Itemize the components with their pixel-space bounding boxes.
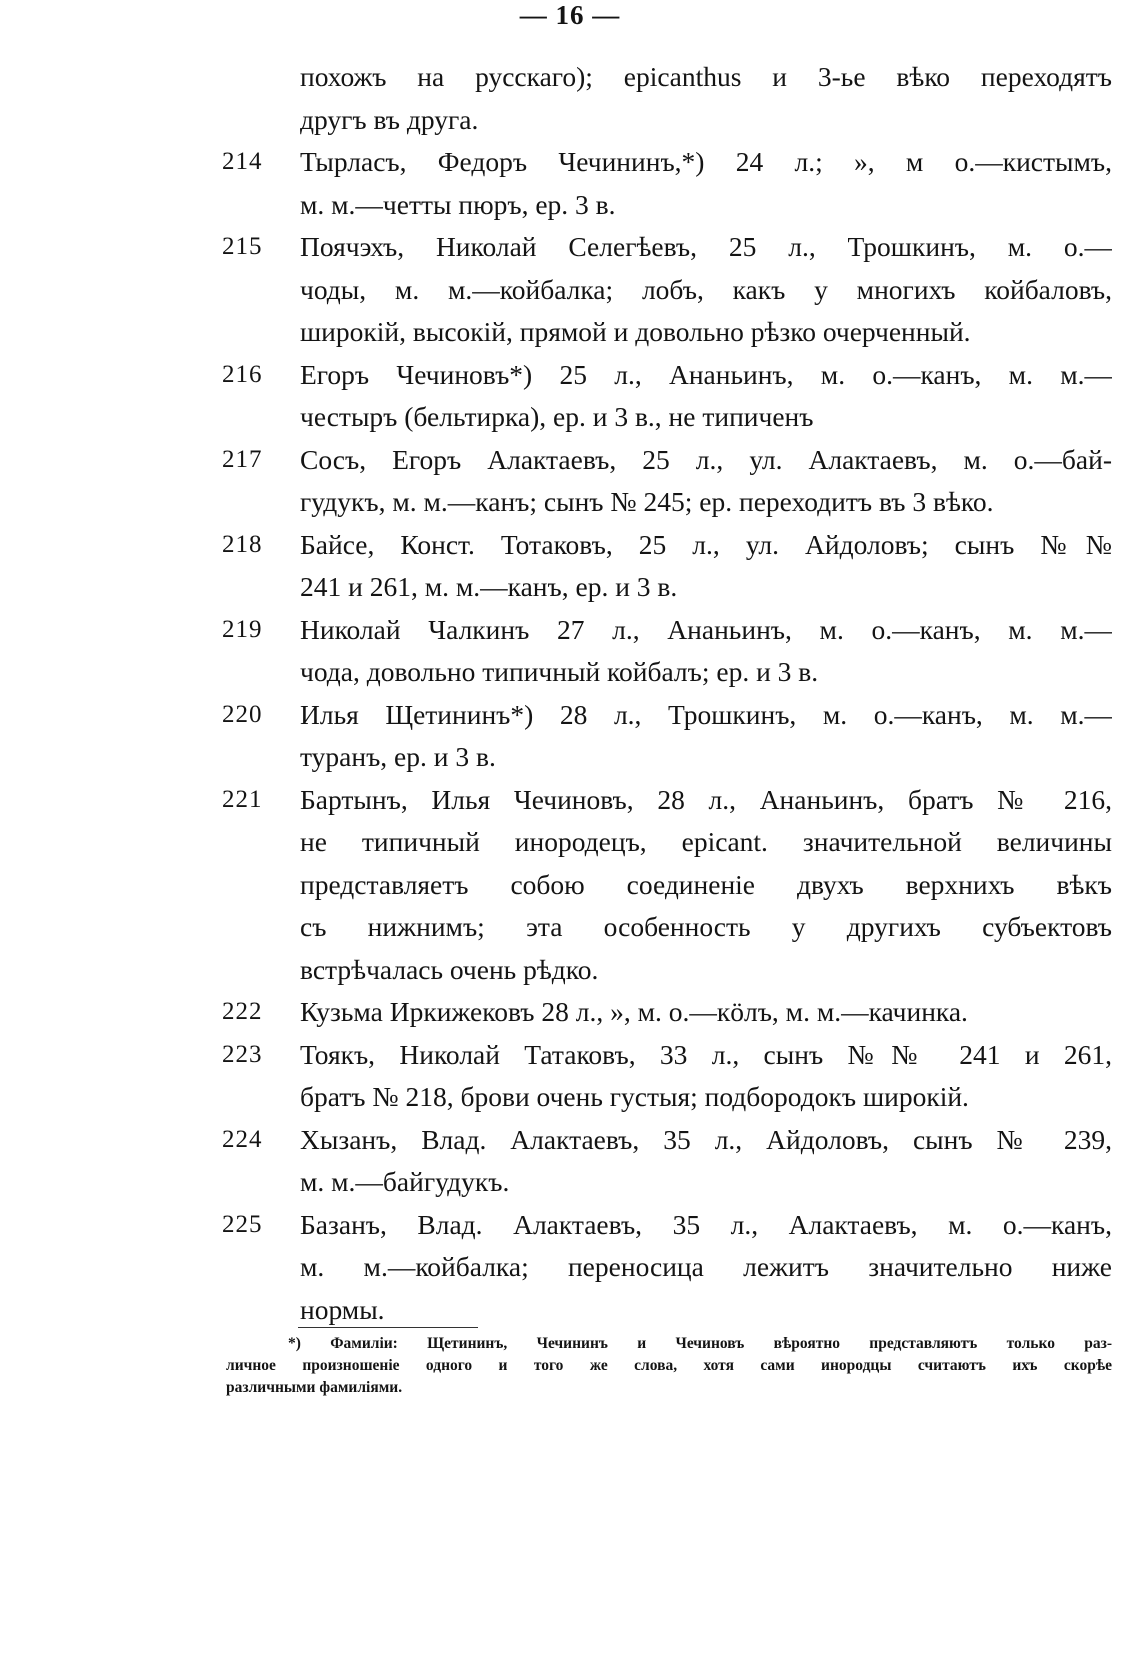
line-text: м. м.—байгудукъ. [300, 1166, 510, 1197]
text-line [0, 481, 1140, 524]
entry-222 [0, 991, 1140, 1034]
text-line [0, 524, 1140, 567]
text-line [0, 396, 1140, 439]
entry-number: 215 [222, 233, 263, 260]
text-line [0, 566, 1140, 609]
footnote-line: *) Фамиліи: Щетининъ, Чечининъ и Чечиновъ вѣроятно представляютъ только раз- [288, 1335, 1112, 1352]
text-line [0, 694, 1140, 737]
line-text: Сосъ, Егоръ Алактаевъ, 25 л., ул. Алактаевъ, м. о.—бай- [300, 443, 1112, 475]
line-text: Николай Чалкинъ 27 л., Ананьинъ, м. о.—канъ, м. м.— [300, 613, 1112, 645]
footnote-divider [298, 1327, 478, 1328]
text-line [0, 821, 1140, 864]
footnote-line: различными фамиліями. [226, 1379, 403, 1396]
page-number: — 16 — [519, 0, 621, 30]
entry-218 [0, 524, 1140, 609]
line-text: м. м.—койбалка; переносица лежитъ значительно ниже [300, 1251, 1112, 1282]
text-line [0, 906, 1140, 949]
line-text: другъ въ друга. [300, 103, 479, 135]
text-line [0, 1246, 1140, 1289]
entry-number: 214 [222, 148, 263, 175]
text-line [0, 1034, 1140, 1077]
line-text: гудукъ, м. м.—канъ; сынъ № 245; ер. переходитъ въ 3 вѣко. [300, 486, 994, 517]
line-text: чода, довольно типичный койбалъ; ер. и 3 в. [300, 656, 819, 687]
entry-223 [0, 1034, 1140, 1119]
line-text: Тырласъ, Федоръ Чечининъ,*) 24 л.; », м о.—кистымъ, [300, 146, 1112, 177]
entry-number: 224 [222, 1125, 263, 1153]
text-line [0, 226, 1140, 269]
text-line [0, 1204, 1140, 1247]
line-text: встрѣчалась очень рѣдко. [300, 953, 599, 985]
entry-number: 218 [222, 530, 263, 558]
entry-217 [0, 439, 1140, 524]
entry-number: 221 [222, 785, 263, 813]
entry-220 [0, 694, 1140, 779]
entry-number: 219 [222, 615, 263, 643]
text-line [0, 949, 1140, 992]
text-line [0, 736, 1140, 779]
line-text: съ нижнимъ; эта особенность у другихъ субъектовъ [300, 911, 1112, 942]
line-text: Кузьма Иркижековъ 28 л., », м. о.—кöлъ, м. м.—качинка. [300, 996, 968, 1027]
entry-215 [0, 226, 1140, 354]
text-line [0, 1076, 1140, 1119]
text-line [0, 1289, 1140, 1332]
line-text: 241 и 261, м. м.—канъ, ер. и 3 в. [300, 571, 678, 602]
text-line [0, 864, 1140, 907]
line-text: нормы. [300, 1293, 385, 1325]
line-text: похожъ на русскаго); epicanthus и 3-ье вѣко переходятъ [300, 61, 1112, 92]
entry-number: 223 [222, 1040, 263, 1068]
entry-224 [0, 1119, 1140, 1204]
text-line [0, 991, 1140, 1034]
entry-219 [0, 609, 1140, 694]
entry-number: 220 [222, 700, 263, 728]
text-line [0, 354, 1140, 397]
text-line [0, 311, 1140, 354]
text-line [0, 1119, 1140, 1162]
text-line-continuation [0, 56, 1140, 99]
entry-216 [0, 354, 1140, 439]
footnote-line: личное произношеніе одного и того же слова, хотя сами инородцы считаютъ ихъ скорѣе [226, 1357, 1112, 1374]
line-text: туранъ, ер. и 3 в. [300, 741, 496, 772]
text-line-continuation [0, 99, 1140, 142]
text-line [0, 184, 1140, 227]
text-line [0, 439, 1140, 482]
line-text: широкій, высокій, прямой и довольно рѣзко очерченный. [300, 316, 971, 347]
line-text: представляетъ собою соединеніе двухъ верхнихъ вѣкъ [300, 868, 1112, 900]
entry-number: 225 [222, 1210, 263, 1238]
line-text: Базанъ, Влад. Алактаевъ, 35 л., Алактаевъ, м. о.—канъ, [300, 1208, 1112, 1240]
entry-number: 222 [222, 998, 263, 1025]
line-text: чоды, м. м.—койбалка; лобъ, какъ у многихъ койбаловъ, [300, 273, 1112, 305]
line-text: м. м.—четты пюръ, ер. 3 в. [300, 188, 616, 220]
text-line [0, 609, 1140, 652]
line-text: Байсе, Конст. Тотаковъ, 25 л., ул. Айдоловъ; сынъ №№ [300, 528, 1112, 560]
line-text: Тоякъ, Николай Татаковъ, 33 л., сынъ №№ 241 и 261, [300, 1038, 1112, 1070]
footnote [226, 1333, 1112, 1399]
entry-214 [0, 141, 1140, 226]
text-line [0, 651, 1140, 694]
line-text: Поячэхъ, Николай Селегѣевъ, 25 л., Трошкинъ, м. о.— [300, 231, 1112, 262]
line-text: честыръ (бельтирка), ер. и 3 в., не типиченъ [300, 401, 814, 432]
text-line [0, 269, 1140, 312]
line-text: Илья Щетининъ*) 28 л., Трошкинъ, м. о.—канъ, м. м.— [300, 698, 1112, 730]
line-text: Егоръ Чечиновъ*) 25 л., Ананьинъ, м. о.—канъ, м. м.— [300, 358, 1112, 390]
entry-225 [0, 1204, 1140, 1332]
line-text: Бартынъ, Илья Чечиновъ, 28 л., Ананьинъ, братъ № 216, [300, 783, 1112, 815]
text-line [0, 141, 1140, 184]
line-text: Хызанъ, Влад. Алактаевъ, 35 л., Айдоловъ, сынъ № 239, [300, 1123, 1112, 1155]
entry-number: 216 [222, 360, 263, 388]
line-text: не типичный инородецъ, epicant. значительной величины [300, 826, 1112, 857]
entry-221 [0, 779, 1140, 992]
text-line [0, 1161, 1140, 1204]
line-text: братъ № 218, брови очень густыя; подбородокъ широкій. [300, 1081, 969, 1112]
entries-list [0, 56, 1140, 1331]
text-line [0, 779, 1140, 822]
entry-number: 217 [222, 445, 263, 473]
